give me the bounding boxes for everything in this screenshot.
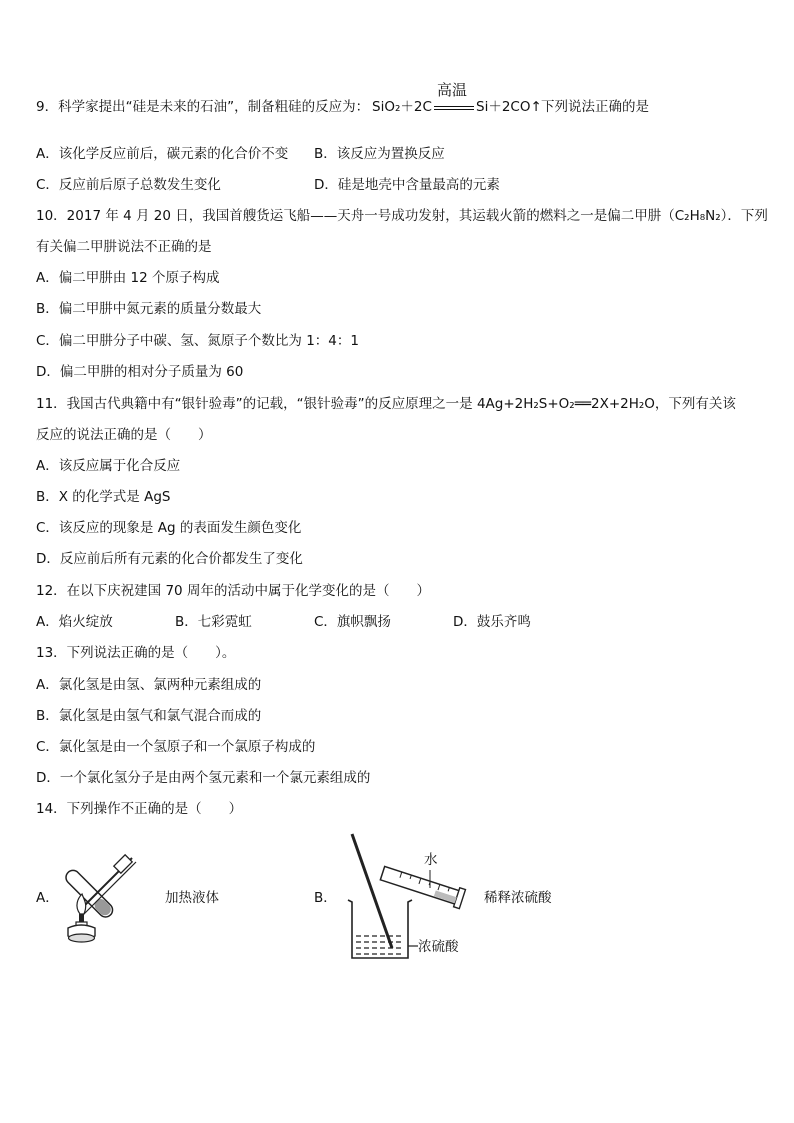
q14-option-b-caption: 稀释浓硫酸 xyxy=(484,890,552,906)
q10-option-c: C．偏二甲肼分子中碳、氢、氮原子个数比为 1：4：1 xyxy=(36,333,359,349)
q13-option-a: A．氯化氢是由氢、氯两种元素组成的 xyxy=(36,677,262,693)
dilution-figure xyxy=(340,830,480,970)
q9-text-pre: 9．科学家提出“硅是未来的石油”，制备粗硅的反应为： xyxy=(36,99,370,115)
q12-option-a: A．焰火绽放 xyxy=(36,614,113,630)
q11-option-b: B．X 的化学式是 AgS xyxy=(36,489,171,505)
q13-option-c: C．氯化氢是由一个氢原子和一个氯原子构成的 xyxy=(36,739,316,755)
q14-option-a-letter: A． xyxy=(36,890,59,906)
q10-option-b: B．偏二甲肼中氮元素的质量分数最大 xyxy=(36,301,262,317)
q14-option-a-caption: 加热液体 xyxy=(165,890,219,906)
q9-option-c: C．反应前后原子总数发生变化 xyxy=(36,177,221,193)
q12-option-d: D．鼓乐齐鸣 xyxy=(453,614,531,630)
q9-products: Si＋2CO↑ xyxy=(476,99,542,115)
q14-option-b-letter: B． xyxy=(314,890,337,906)
q13-option-d: D．一个氯化氢分子是由两个氢元素和一个氯元素组成的 xyxy=(36,770,371,786)
q10-option-d: D．偏二甲肼的相对分子质量为 60 xyxy=(36,364,244,380)
q9-text-post: 下列说法正确的是 xyxy=(541,99,649,115)
q9-option-d: D．硅是地壳中含量最高的元素 xyxy=(314,177,500,193)
q12-option-b: B．七彩霓虹 xyxy=(175,614,252,630)
q14-label-water: 水 xyxy=(424,852,438,868)
q9-option-b: B．该反应为置换反应 xyxy=(314,146,445,162)
q11-option-c: C．该反应的现象是 Ag 的表面发生颜色变化 xyxy=(36,520,302,536)
q13-stem: 13．下列说法正确的是（ ）。 xyxy=(36,645,236,661)
q9-condition: 高温 xyxy=(437,81,468,99)
q9-reactants: SiO₂＋2C xyxy=(372,99,432,115)
q13-option-b: B．氯化氢是由氢气和氯气混合而成的 xyxy=(36,708,262,724)
q10-stem-line1: 10．2017 年 4 月 20 日，我国首艘货运飞船——天舟一号成功发射，其运载火箭的燃料之一是偏二甲肼（C₂H₈N₂）．下列 xyxy=(36,208,768,224)
q11-option-a: A．该反应属于化合反应 xyxy=(36,458,181,474)
q14-stem: 14．下列操作不正确的是（ ） xyxy=(36,801,243,817)
q9-stem xyxy=(36,98,369,116)
q12-stem: 12．在以下庆祝建国 70 周年的活动中属于化学变化的是（ ） xyxy=(36,583,430,599)
q11-option-d: D．反应前后所有元素的化合价都发生了变化 xyxy=(36,551,303,567)
q10-option-a: A．偏二甲肼由 12 个原子构成 xyxy=(36,270,220,286)
q11-stem-line2: 反应的说法正确的是（ ） xyxy=(36,427,212,443)
q11-stem-line1: 11．我国古代典籍中有“银针验毒”的记载，“银针验毒”的反应原理之一是 4Ag+2H₂S+O₂══2X+2H₂O，下列有关该 xyxy=(36,396,736,412)
q12-option-c: C．旗帜飘扬 xyxy=(314,614,391,630)
q10-stem-line2: 有关偏二甲肼说法不正确的是 xyxy=(36,239,212,255)
heating-liquid-figure xyxy=(62,850,162,950)
q9-equation-sign xyxy=(434,106,474,110)
q14-label-acid: 浓硫酸 xyxy=(418,939,459,955)
q9-option-a: A．该化学反应前后，碳元素的化合价不变 xyxy=(36,146,289,162)
